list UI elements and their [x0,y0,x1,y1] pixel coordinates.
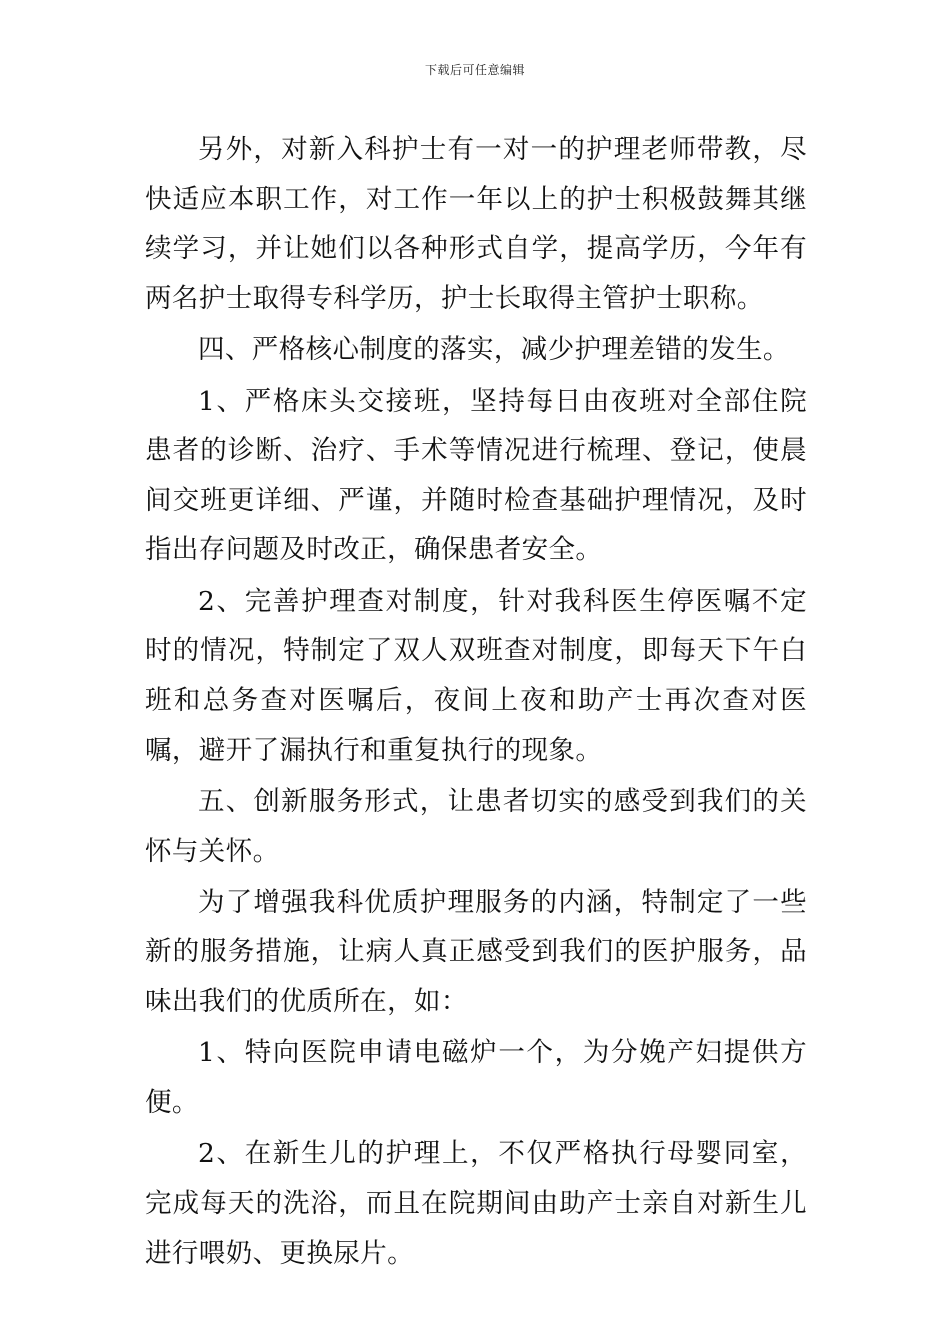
paragraph-check-system: 2、完善护理查对制度，针对我科医生停医嘱不定时的情况，特制定了双人双班查对制度，即每天下午白班和总务查对医嘱后，夜间上夜和助产士再次查对医嘱，避开了漏执行和重复执行的现象。 [145,585,807,766]
paragraph-training: 另外，对新入科护士有一对一的护理老师带教，尽快适应本职工作，对工作一年以上的护士积极鼓舞其继续学习，并让她们以各种形式自学，提高学历，今年有两名护士取得专科学历，护士长取得主管护士职称。 [145,134,807,314]
paragraph-handover: 1、严格床头交接班，坚持每日由夜班对全部住院患者的诊断、治疗、手术等情况进行梳理、登记，使晨间交班更详细、严谨，并随时检查基础护理情况，及时指出存问题及时改正，确保患者安全。 [145,385,807,566]
paragraph-induction-cooker: 1、特向医院申请电磁炉一个，为分娩产妇提供方便。 [145,1037,807,1119]
paragraph-newborn-care: 2、在新生儿的护理上，不仅严格执行母婴同室，完成每天的洗浴，而且在院期间由助产士亲自对新生儿进行喂奶、更换尿片。 [145,1138,807,1269]
paragraph-section-four-heading: 四、严格核心制度的落实，减少护理差错的发生。 [198,334,790,366]
paragraph-section-five-heading: 五、创新服务形式，让患者切实的感受到我们的关怀与关怀。 [145,785,807,867]
page-header-note: 下载后可任意编辑 [424,63,525,77]
document-body [145,125,807,1280]
paragraph-service-measures: 为了增强我科优质护理服务的内涵，特制定了一些新的服务措施，让病人真正感受到我们的医护服务，品味出我们的优质所在，如： [145,886,807,1018]
